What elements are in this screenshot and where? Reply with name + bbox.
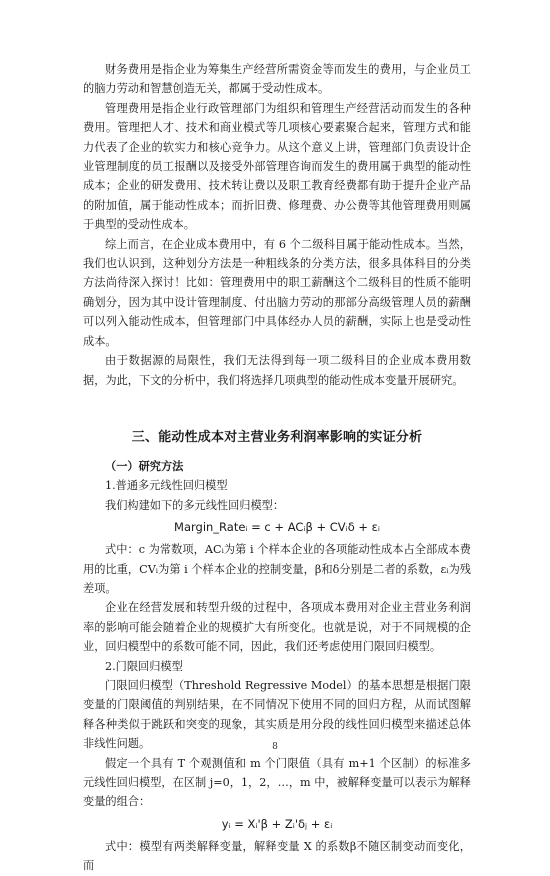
formula-threshold-regression: yᵢ = Xᵢ'β + Zᵢ'δⱼ + εᵢ [221,816,333,831]
paragraph-last: 式中：模型有两类解释变量，解释变量 X 的系数β不随区制变动而变化，而 [83,839,471,873]
paragraph-finance-cost: 财务费用是指企业为筹集生产经营所需资金等而发生的费用，与企业员工的脑力劳动和智慧创造无关，都属于受动性成本。 [83,63,471,96]
paragraph-management-cost: 管理费用是指企业行政管理部门为组织和管理生产经营活动而发生的各种费用。管理把人才、技术和商业模式等几项核心要素聚合起来，管理方式和能力代表了企业的软实力和核心竞争力。从这个意义上讲，管理部门负责设计企业管理制度的员工报酬以及接受外部管理咨询而发生的费用属于典型的能动性成本；企业的研发费用、技术转让费以及职工教育经费都有助于提升企业产品的附加值，属于能动性成本；而折旧费、修理费、办公费等其他管理费用则属于典型的受动性成本。 [83,101,471,232]
formula-linear-regression: Margin_Rateᵢ = c + ACᵢβ + CVᵢδ + εᵢ [174,520,380,535]
item-1-intro: 我们构建如下的多元线性回归模型： [105,498,285,512]
item-2-title: 2.门限回归模型 [105,659,183,673]
paragraph-growth: 企业在经营发展和转型升级的过程中，各项成本费用对企业主营业务利润率的影响可能会随着企业的规模扩大有所变化。也就是说，对于不同规模的企业，回归模型中的系数可能不同，因此，我们还考虑使用门限回归模型。 [83,601,471,654]
page-number: 8 [272,742,278,752]
item-1-title: 1.普通多元线性回归模型 [105,479,228,493]
page-body [83,60,471,876]
paragraph-data-limit: 由于数据源的局限性，我们无法得到每一项二级科目的企业成本费用数据，为此，下文的分析中，我们将选择几项典型的能动性成本变量开展研究。 [83,354,471,387]
formula-1-explanation: 式中：c 为常数项，ACᵢ为第 i 个样本企业的各项能动性成本占全部成本费用的比重，CVᵢ为第 i 个样本企业的控制变量，β和δ分别是二者的系数，εᵢ为残差项。 [83,543,471,595]
section-title: 三、能动性成本对主营业务利润率影响的实证分析 [131,429,423,445]
section-gap [83,390,471,412]
paragraph-assumption: 假定一个具有 T 个观测值和 m 个门限值（具有 m+1 个区制）的标准多元线性回归模型，在区制 j=0，1，2，…，m 中，被解释变量可以表示为解释变量的组合： [83,756,471,809]
paragraph-summary: 综上而言，在企业成本费用中，有 6 个二级科目属于能动性成本。当然，我们也认识到，这种划分方法是一种粗线条的分类方法，很多具体科目的分类方法尚待深入探讨！比如：管理费用中的职工薪酬这个二级科目的性质不能明确划分，因为其中设计管理制度、付出脑力劳动的那部分高级管理人员的薪酬可以列入能动性成本，但管理部门中具体经办人员的薪酬，实际上也是受动性成本。 [83,237,471,348]
subsection-title: （一）研究方法 [105,458,184,473]
paragraph-threshold: 门限回归模型（Threshold Regressive Model）的基本思想是根据门限变量的门限阈值的判别结果，在不同情况下使用不同的回归方程，从而试图解释各种类似于跳跃和突变的现象，其实质是用分段的线性回归模型来描述总体非线性问题。 [83,678,471,751]
